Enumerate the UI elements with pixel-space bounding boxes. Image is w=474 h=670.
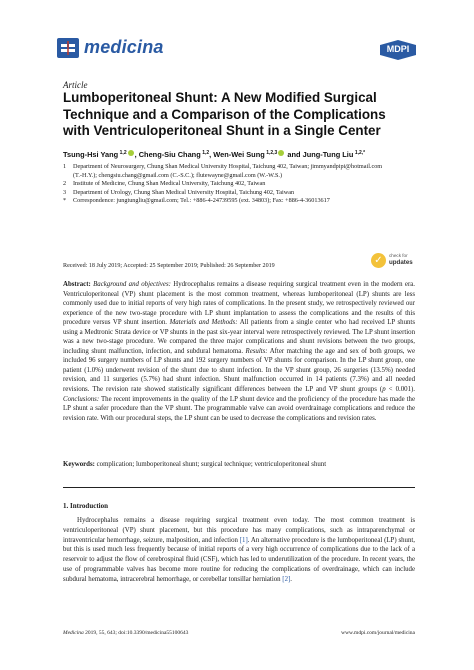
intro-text: . An alternative procedure is the lumboperitoneal (LP) shunt, but this is used much less frequently because of initial reports of a very high occurrence of complications due to the lack of a reservoir to adjust the flow of cerebrospinal fluid (CSF), which has led to underutilization of the procedure. In recent years, the use of programmable valves has become more routine for reducing the complications of overdrainage, which can include subdural hematoma, intracerebral hemorrhage, or cerebellar tonsillar herniation	[63, 536, 415, 583]
affiliation-item	[63, 163, 383, 180]
section-heading: 1. Introduction	[63, 502, 108, 510]
affiliation-item	[63, 180, 383, 189]
p-value-symbol: p	[382, 386, 386, 394]
abstract-methods-text: All patients from a single center who had received LP shunts using a Medtronic Strata device or VP shunts in the past six-year interval were retrospectively reviewed. The LP shunt insertion was a new two-stage procedure. We compared the three major complications and shunt revisions between the two groups, including shunt malfunction, infection, and subdural hematoma.	[63, 319, 415, 355]
footer-journal: Medicina	[63, 630, 84, 636]
keywords-text: complication; lumboperitoneal shunt; surgical technique; ventriculoperitoneal shunt	[94, 461, 327, 468]
article-type: Article	[63, 80, 88, 90]
author-affiliation-marker: 1,2	[202, 150, 210, 156]
affiliation-list	[63, 163, 383, 206]
affiliation-text: Institute of Medicine, Chung Shan Medical University, Taichung 402, Taiwan	[73, 180, 266, 188]
author-affiliation-marker: 1,2	[119, 150, 127, 156]
abstract-methods-label: Materials and Methods:	[169, 319, 238, 327]
footer-citation-text: 2019, 55, 643; doi:10.3390/medicina55100643	[83, 630, 189, 636]
journal-name: medicina	[84, 37, 164, 57]
abstract	[63, 280, 415, 423]
section-divider	[63, 487, 415, 488]
affiliation-number: 1	[63, 163, 67, 170]
keywords	[63, 461, 415, 468]
author-name: Wen-Wei Sung	[213, 150, 265, 159]
abstract-results-text: After matching the age and sex of both groups, we included 96 surgery numbers of LP shunts and 192 surgery numbers of VP shunts for comparison. In the LP shunt group, one patient (1.0%) underwent revision of the shunt due to shunt infection. In the VP shunt group, 26 surgeries (13.5%) needed revision, and 11 surgeries (5.7%) had shunt infection. Shunt malfunction occurred in 14 patients (7.3%) and all needed revisions. The revision rate showed statistically significant differences between the LP and VP shunt groups (	[63, 347, 415, 394]
affiliation-text: Department of Neurosurgery, Chung Shan Medical University Hospital, Taichung 402, Taiwan; jimmyandpipi@hotmail.com (T.-H.Y.); chengsiu.chang@gmail.com (C.-S.C.); flutewayne@gmail.com (W.-W.S.)	[73, 163, 383, 179]
footer-url[interactable]: www.mdpi.com/journal/medicina	[341, 630, 415, 636]
intro-text: .	[290, 575, 292, 583]
abstract-background-text: Hydrocephalus remains a disease requiring surgical treatment even in the modern era. Ventriculoperitoneal (VP) shunt placement is the most common treatment, whereas lumboperitoneal (LP) shunts are less commonly used due to initial reports of very high rates of complications. In the present study, we retrospectively reviewed our experience of the new two-stage procedure with LP shunt implantation to assess the complications and the results of this procedure versus VP shunt insertion.	[63, 281, 415, 327]
abstract-background-label: Background and objectives:	[93, 281, 171, 288]
affiliation-number: 2	[63, 180, 67, 188]
abstract-results-label: Results:	[245, 347, 268, 355]
author-name: Cheng-Siu Chang	[138, 150, 201, 159]
correspondence-item	[63, 197, 383, 206]
abstract-conclusions-text: The recent improvements in the quality of the LP shunt device and the proficiency of the procedure has made the LP shunt a safer procedure than the VP shunt. The programmable valve can avoid overdrainage complications and reduce the revision rate. With our procedural steps, the LP shunt can be used to decrease the complications and revision rates.	[63, 395, 415, 422]
author-name: Tsung-Hsi Yang	[63, 150, 119, 159]
checkmark-icon: ✓	[374, 255, 383, 266]
journal-logo-icon	[57, 38, 79, 58]
intro-text: Hydrocephalus remains a disease requiring surgical treatment even today. The most common treatment is ventriculoperitoneal (VP) shunt placement, but this procedure has many complications, such as intraparenchymal or intraventricular hemorrhage, seizure, malposition, and infection	[63, 517, 415, 544]
paper-title: Lumboperitoneal Shunt: A New Modified Surgical Technique and a Comparison of the Complications with Ventriculoperitoneal Shunt in a Single Center	[63, 90, 386, 138]
citation-link[interactable]: [2]	[282, 575, 291, 583]
abstract-label: Abstract:	[63, 281, 91, 288]
author-affiliation-marker: 1,2,3	[266, 150, 278, 156]
citation-link[interactable]: [1]	[239, 536, 248, 544]
abstract-results-text-end: < 0.001).	[385, 386, 415, 394]
author-name: Jung-Tung Liu	[302, 150, 354, 159]
publication-dates: Received: 18 July 2019; Accepted: 25 September 2019; Published: 26 September 2019	[63, 263, 275, 269]
introduction-paragraph	[63, 516, 415, 585]
author-list: Tsung-Hsi Yang $^{1,2}$ , Cheng-Siu Chang $^{1,2}$, Wen-Wei Sung $^{1,2,3}$ and Jung-Tung Liu $^{1,2,*}$	[63, 150, 366, 159]
check-updates-line2[interactable]: updates	[389, 259, 413, 266]
affiliation-item	[63, 189, 383, 198]
correspondence-text: Correspondence: jungtungliu@gmail.com; Tel.: +886-4-24739595 (ext. 34803); Fax: +886-4-36013617	[73, 197, 330, 205]
footer-citation	[63, 630, 188, 636]
correspondence-marker: *	[63, 197, 67, 205]
check-updates-line1[interactable]: check for	[389, 253, 408, 258]
affiliation-text: Department of Urology, Chung Shan Medical University Hospital, Taichung 402, Taiwan	[73, 188, 295, 196]
publisher-name: MDPI	[386, 44, 410, 54]
author-affiliation-marker: 1,2,*	[354, 150, 366, 156]
orcid-icon[interactable]	[278, 150, 284, 156]
keywords-label: Keywords:	[63, 461, 95, 468]
abstract-conclusions-label: Conclusions:	[63, 395, 100, 403]
orcid-icon[interactable]	[128, 150, 134, 156]
affiliation-number: 3	[63, 188, 67, 196]
